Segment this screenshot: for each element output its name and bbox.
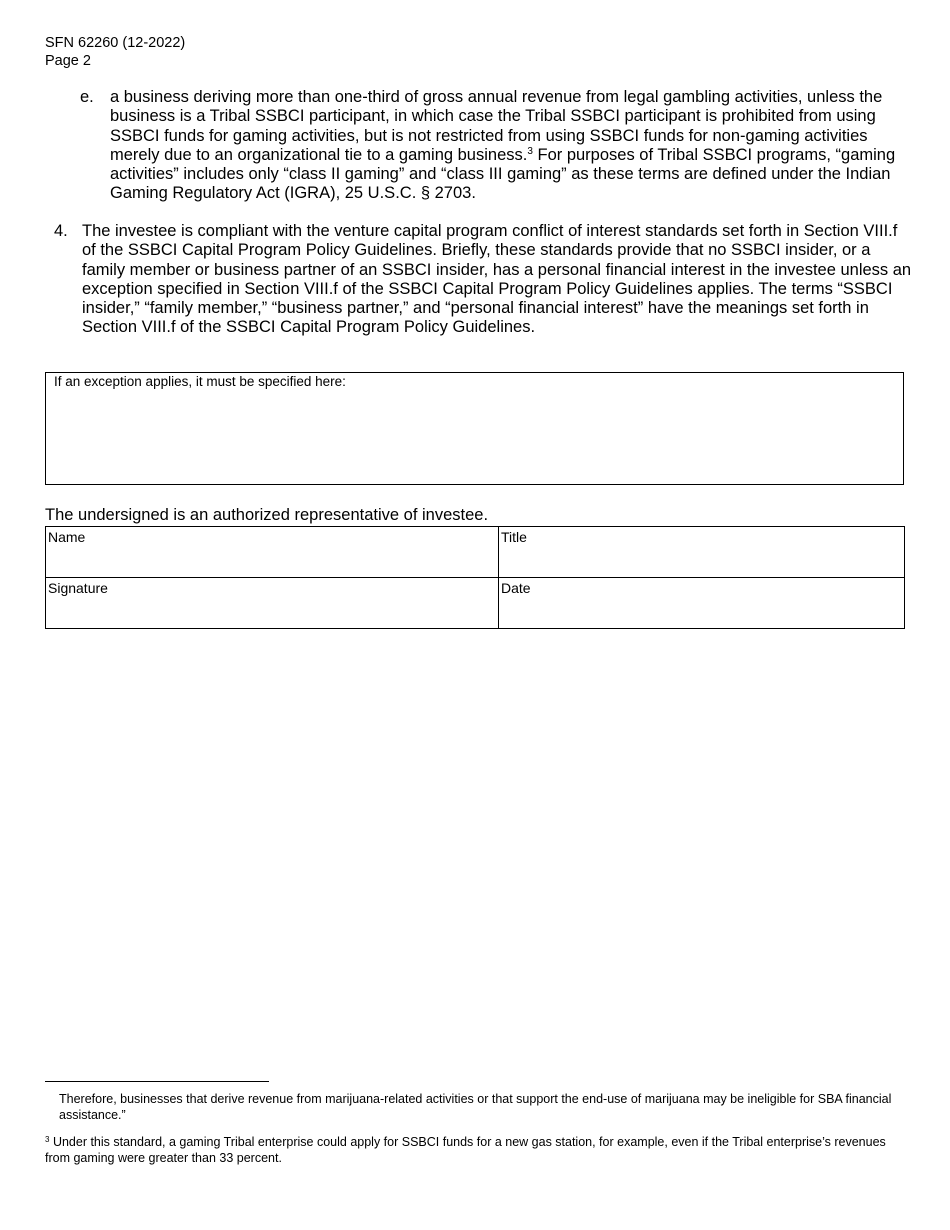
exception-field[interactable] (45, 372, 904, 485)
page-header (45, 34, 185, 70)
item-e-text (110, 88, 910, 204)
signature-label: Signature (48, 580, 108, 596)
footnote-3 (45, 1134, 905, 1166)
item-4-text: The investee is compliant with the venture capital program conflict of interest standards set forth in Section VIII.f of the SSBCI Capital Program Policy Guidelines. Briefly, these standards provide that no SSBCI insider, or a family member or business partner of an SSBCI insider, has a personal financial interest in the investee unless an exception specified in Section VIII.f of the SSBCI Capital Program Policy Guidelines applies. The terms “SSBCI insider,” “family member,” “business partner,” and “personal financial interest” have the meanings set forth in Section VIII.f of the SSBCI Capital Program Policy Guidelines. (82, 222, 912, 337)
footnote-ref-3[interactable]: 3 (527, 145, 533, 157)
name-label: Name (48, 529, 86, 545)
page-number: Page 2 (45, 53, 91, 69)
date-field[interactable] (499, 578, 905, 629)
footnote-divider (45, 1081, 269, 1082)
item-e-text-main: a business deriving more than one-third of gross annual revenue from legal gambling activities, unless the business is a Tribal SSBCI participant, in which case the Tribal SSBCI participant is prohibited from using SSBCI funds for gaming activities, but is not restricted from using SSBCI funds for non-gaming activities merely due to an organizational tie to a gaming business. (110, 88, 883, 164)
item-e-marker: e. (80, 88, 94, 106)
date-label: Date (501, 580, 531, 596)
signature-table (45, 526, 905, 629)
footnote-continued: Therefore, businesses that derive revenue from marijuana-related activities or that support the end-use of marijuana may be ineligible for SBA financial assistance.” (59, 1092, 892, 1122)
exception-field-label: If an exception applies, it must be specified here: (54, 374, 346, 389)
item-4-marker: 4. (54, 222, 68, 240)
name-field[interactable] (46, 527, 499, 578)
title-label: Title (501, 529, 527, 545)
footnote-3-marker: 3 (45, 1135, 50, 1144)
footnote-3-text: Under this standard, a gaming Tribal enterprise could apply for SSBCI funds for a new gas station, for example, even if the Tribal enterprise’s revenues from gaming were greater than 33 percent. (45, 1135, 886, 1165)
title-field[interactable] (499, 527, 905, 578)
signature-row-1 (46, 527, 905, 578)
item-e-text-rest: For purposes of Tribal SSBCI programs, “gaming activities” includes only “class II gaming” and “class III gaming” as these terms are defined under the Indian Gaming Regulatory Act (IGRA), 25 U.S.C. § 2703. (110, 145, 896, 203)
form-number: SFN 62260 (12-2022) (45, 35, 186, 51)
signature-row-2 (46, 578, 905, 629)
signature-field[interactable] (46, 578, 499, 629)
signature-caption: The undersigned is an authorized representative of investee. (45, 506, 489, 524)
